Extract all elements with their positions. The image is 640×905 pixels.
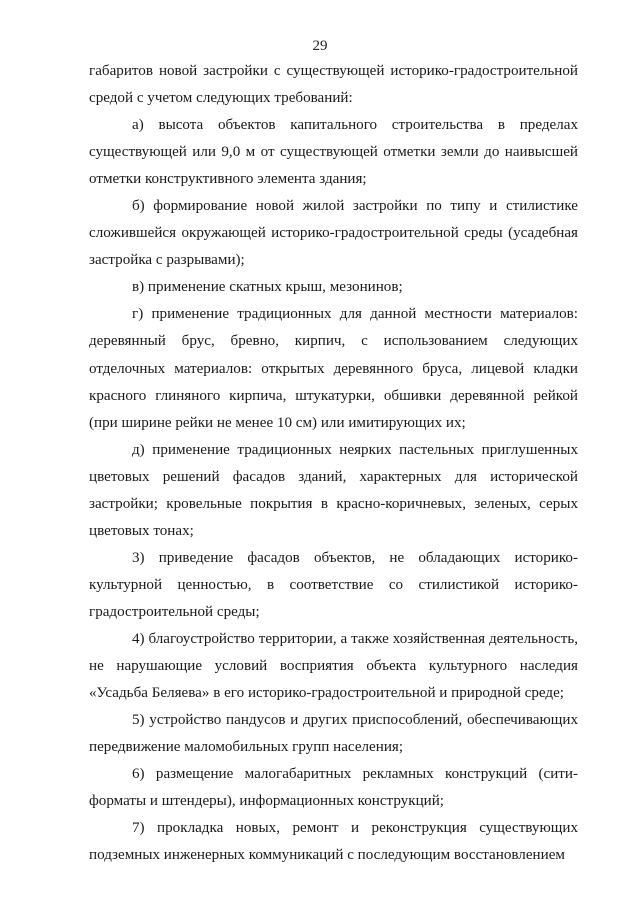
document-body	[89, 58, 578, 869]
paragraph-item-6: 6) размещение малогабаритных рекламных конструкций (сити-форматы и штендеры), информационных конструкций;	[89, 766, 578, 810]
paragraph-continuation: габаритов новой застройки с существующей историко-градостроительной средой с учетом следующих требований:	[89, 63, 578, 107]
paragraph-item-4: 4) благоустройство территории, а также хозяйственная деятельность, не нарушающие условий восприятия объекта культурного наследия «Усадьба Беляева» в его историко-градостроительной и природной среде;	[89, 630, 578, 702]
paragraph-item-a: а) высота объектов капитального строительства в пределах существующей или 9,0 м от существующей отметки земли до наивысшей отметки конструктивного элемента здания;	[89, 117, 578, 188]
paragraph-item-b: б) формирование новой жилой застройки по типу и стилистике сложившейся окружающей историко-градостроительной среды (усадебная застройка с разрывами);	[89, 198, 578, 269]
paragraph-item-v: в) применение скатных крыш, мезонинов;	[132, 279, 403, 296]
paragraph-item-3: 3) приведение фасадов объектов, не обладающих историко-культурной ценностью, в соответствие со стилистикой историко-градостроительной среды;	[89, 549, 578, 620]
paragraph-item-7: 7) прокладка новых, ремонт и реконструкция существующих подземных инженерных коммуникаций с последующим восстановлением	[89, 820, 578, 864]
paragraph-item-d: д) применение традиционных неярких пастельных приглушенных цветовых решений фасадов зданий, характерных для исторической застройки; кровельные покрытия в красно-коричневых, зеленых, серых цветовых тонах;	[89, 441, 578, 539]
paragraph-item-g: г) применение традиционных для данной местности материалов: деревянный брус, бревно, кирпич, с использованием следующих отделочных материалов: открытых деревянного бруса, лицевой кладки красного глиняного кирпича, штукатурки, обшивки деревянной рейкой (при ширине рейки не менее 10 см) или имитирующих их;	[89, 306, 578, 431]
paragraph-item-5: 5) устройство пандусов и других приспособлений, обеспечивающих передвижение маломобильных групп населения;	[89, 712, 578, 756]
page-number: 29	[312, 38, 328, 54]
